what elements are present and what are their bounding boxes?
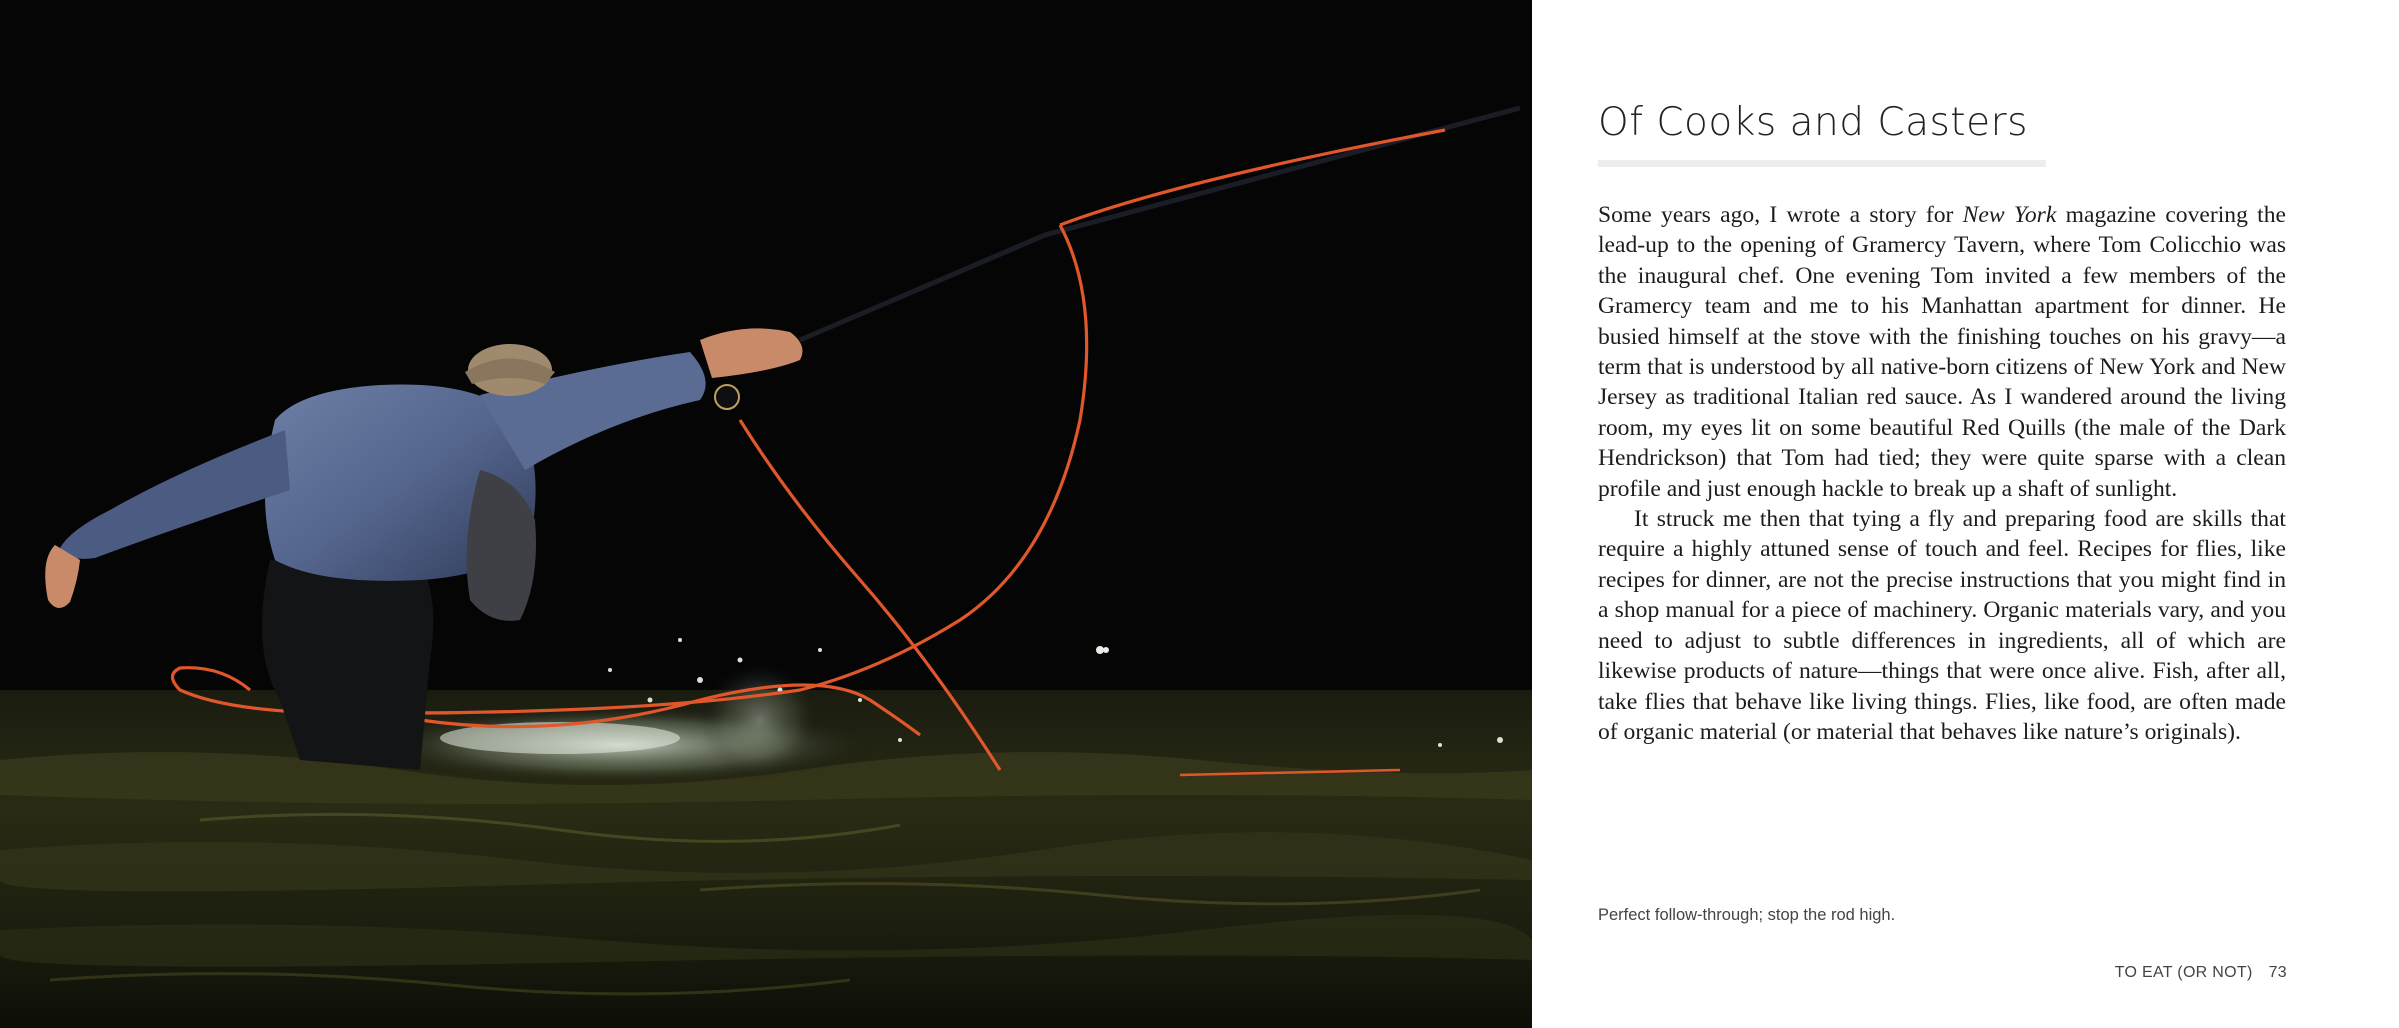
paragraph-1 xyxy=(1598,200,2286,504)
paragraph-2: It struck me then that tying a fly and preparing food are skills that require a highly attuned sense of touch and feel. Recipes for flies, like recipes for dinner, are not the precise instructions that you might find in a shop manual for a piece of machinery. Organic materials vary, and you need to adjust to subtle differences in ingredients, all of which are likewise products of nature—things that were once alive. Fish, after all, take flies that behave like living things. Flies, like food, are often made of organic material (or material that behaves like nature’s originals). xyxy=(1598,506,2286,745)
section-title: TO EAT (OR NOT) xyxy=(2114,964,2253,981)
photo-caption: Perfect follow-through; stop the rod high. xyxy=(1598,906,1896,924)
paragraph-1-start: Some years ago, I wrote a story for xyxy=(1598,202,1963,228)
text-page xyxy=(1532,0,2399,1028)
title-underline xyxy=(1598,160,2046,167)
paragraph-1-rest: magazine covering the lead-up to the opening of Gramercy Tavern, where Tom Colicchio was the inaugural chef. One evening Tom invited a few members of the Gramercy team and me to his Manhattan apartment for dinner. He busied himself at the stove with the finishing touches on his gravy—a term that is understood by all native-born citizens of New York and New Jersey as traditional Italian red sauce. As I wandered around the living room, my eyes lit on some beautiful Red Quills (the male of the Dark Hendrickson) that Tom had tied; they were quite sparse with a clean profile and just enough hackle to break up a shaft of sunlight. xyxy=(1598,202,2286,502)
running-footer xyxy=(2115,964,2287,982)
page-number: 73 xyxy=(2268,964,2287,981)
chapter-title: Of Cooks and Casters xyxy=(1598,100,2028,145)
body-text xyxy=(1598,200,2286,747)
magazine-title: New York xyxy=(1962,202,2057,228)
